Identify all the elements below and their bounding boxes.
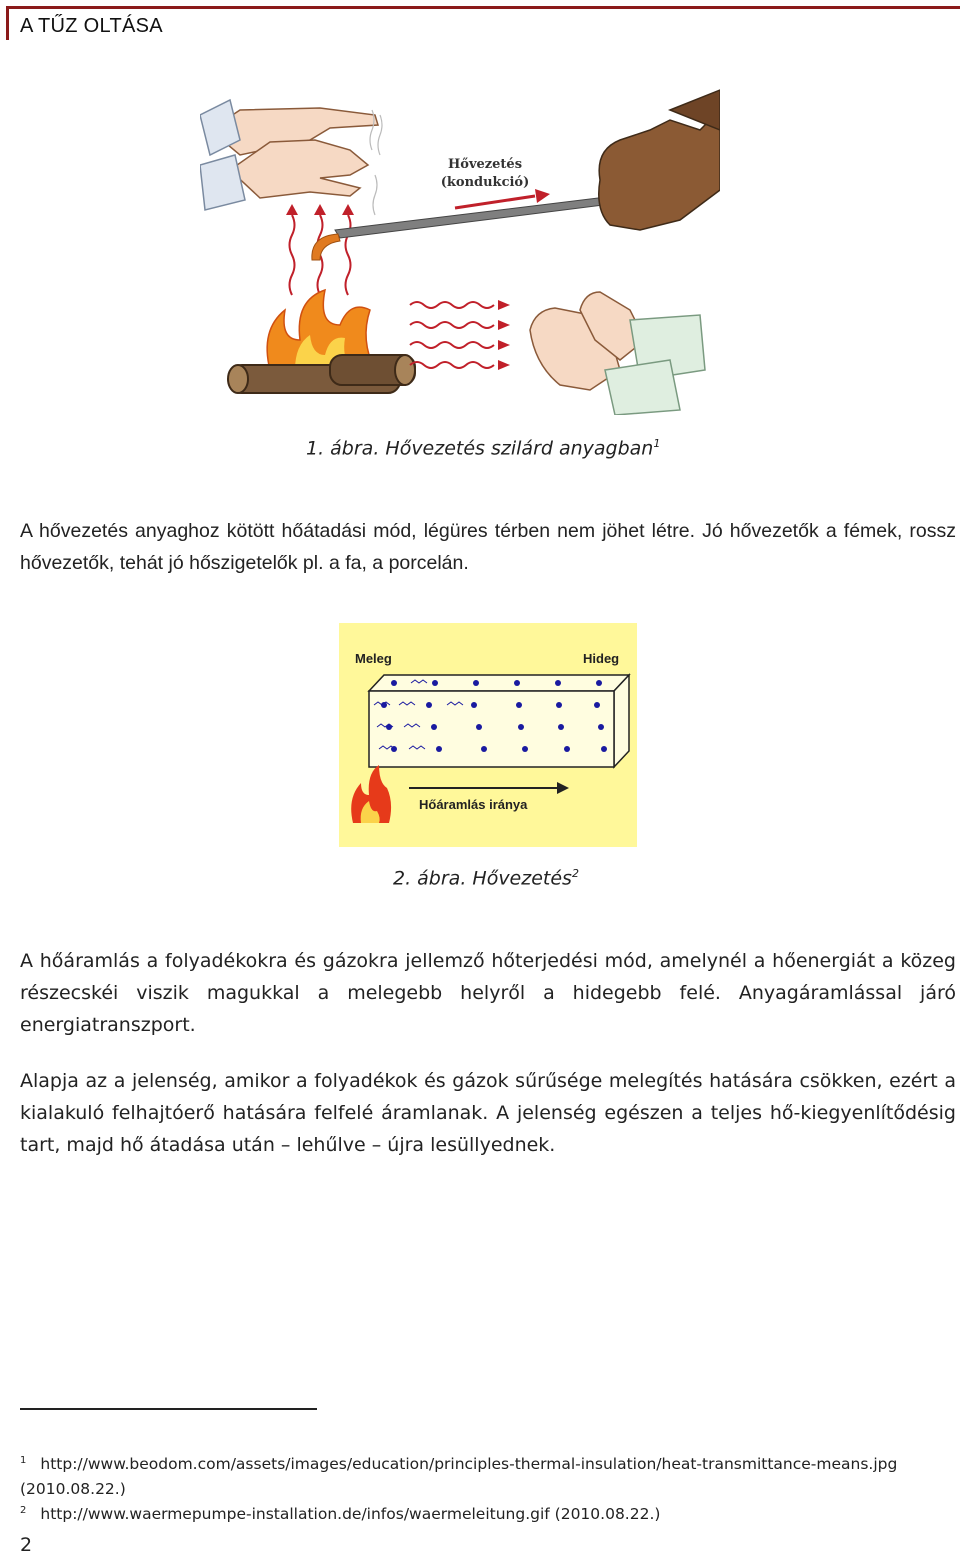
- campfire-icon: [228, 290, 415, 393]
- figure-2-caption-text: 2. ábra. Hővezetés: [393, 867, 572, 890]
- radiation-waves: [410, 302, 494, 368]
- cold-label: Hideg: [583, 651, 620, 666]
- figure-2-illustration: [339, 623, 637, 847]
- figure-2-caption-ref: 2: [571, 867, 579, 880]
- radiation-arrow-heads: [498, 300, 510, 370]
- conduction-arrow: [455, 196, 535, 208]
- arrow-heads: [286, 204, 354, 215]
- conduction-label-1: Hővezetés: [447, 157, 523, 172]
- heat-flow-label: Hőáramlás iránya: [419, 797, 528, 812]
- gloved-hand-icon: [599, 90, 720, 230]
- warm-label: Meleg: [355, 651, 392, 666]
- header-accent-bar: [6, 6, 9, 40]
- paragraph-convection: A hőáramlás a folyadékokra és gázokra jellemző hőterjedési mód, amelynél a hőenergiát a közeg részecskéi viszik magukkal a melegebb helyről a hidegebb felé. Anyagáramlással járó energiatranszport.: [20, 950, 956, 1036]
- footnote-2-number: 2: [20, 1505, 27, 1516]
- page-number: 2: [20, 1534, 33, 1556]
- hands-right-icon: [530, 292, 705, 415]
- figure-1-caption-text: 1. ábra. Hővezetés szilárd anyagban: [306, 437, 654, 460]
- footnote-1: [20, 1448, 956, 1502]
- hands-top-left-icon: [200, 100, 378, 210]
- footnote-1-number: 1: [20, 1455, 27, 1466]
- figure-1-caption: [306, 437, 660, 459]
- paragraph-convection-basis: Alapja az a jelenség, amikor a folyadékok és gázok sűrűsége melegítés hatására csökken, ezért a kialakuló felhajtóerő hatására felfelé áramlanak. A jelenség egészen a teljes hő-kiegyenlítődésig tart, majd hő átadása után – lehűlve – újra lesüllyednek.: [20, 1070, 956, 1156]
- footnote-1-link[interactable]: http://www.beodom.com/assets/images/education/principles-thermal-insulation/heat-transmittance-means.jpg (2010.08.22.): [20, 1455, 898, 1499]
- header-rule: [6, 6, 960, 9]
- header-title: A TŰZ OLTÁSA: [20, 15, 163, 37]
- figure-1-illustration: [200, 70, 720, 415]
- paragraph-conduction: A hővezetés anyaghoz kötött hőátadási mód, légüres térben nem jöhet létre. Jó hővezetők a fémek, rossz hővezetők, tehát jó hőszigetelők pl. a fa, a porcelán.: [20, 520, 956, 574]
- footnote-2-link[interactable]: http://www.waermepumpe-installation.de/infos/waermeleitung.gif (2010.08.22.): [40, 1505, 661, 1524]
- figure-2-caption: [393, 867, 579, 889]
- conduction-label-2: (kondukció): [440, 175, 530, 190]
- footnote-2: [20, 1498, 956, 1527]
- solid-bar-icon: [369, 675, 629, 767]
- conduction-arrow-head: [535, 189, 550, 203]
- footnote-separator: [20, 1408, 317, 1410]
- page-header: [6, 6, 960, 40]
- figure-1-caption-ref: 1: [653, 437, 661, 450]
